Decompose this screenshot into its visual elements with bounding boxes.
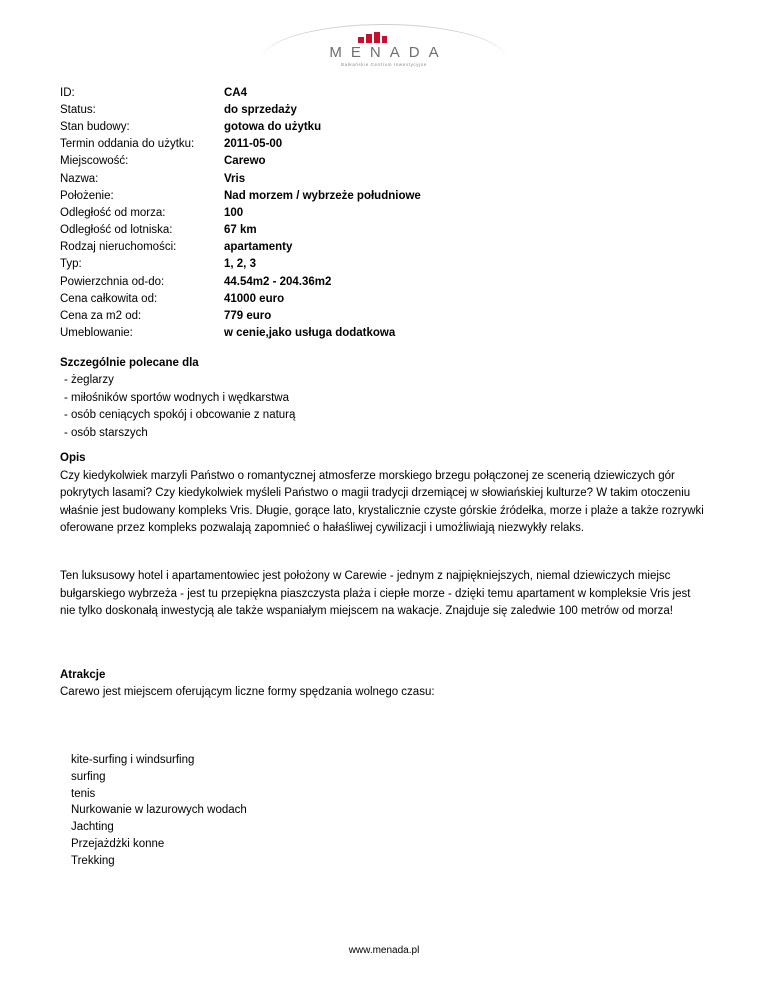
property-value: apartamenty	[224, 241, 293, 254]
list-item: Przejażdżki konne	[71, 837, 165, 850]
footer-url: www.menada.pl	[348, 945, 420, 956]
text-line: Czy kiedykolwiek marzyli Państwo o romantycznej atmosferze morskiego brzegu połączonej ze scenerią dziewiczych gór	[60, 469, 675, 482]
property-label: Odległość od morza:	[60, 206, 166, 219]
property-row	[60, 204, 520, 221]
list-item: - osób starszych	[64, 426, 148, 439]
property-value: gotowa do użytku	[224, 120, 322, 133]
property-label: Typ:	[60, 258, 82, 271]
list-item: - osób ceniących spokój i obcowanie z naturą	[64, 409, 296, 422]
attractions-intro: Carewo jest miejscem oferującym liczne formy spędzania wolnego czasu:	[60, 686, 435, 699]
property-label: Umeblowanie:	[60, 327, 133, 340]
property-value: 2011-05-00	[224, 138, 283, 151]
property-value: 100	[224, 206, 244, 219]
property-row	[60, 239, 520, 256]
recommended-heading: Szczególnie polecane dla	[60, 357, 199, 369]
property-label: Termin oddania do użytku:	[60, 138, 195, 151]
property-label: Powierzchnia od-do:	[60, 275, 165, 288]
description-section	[60, 450, 720, 538]
property-label: Położenie:	[60, 189, 114, 202]
list-item: Nurkowanie w lazurowych wodach	[71, 804, 247, 817]
logo-tagline: Bałkańskie Centrum Inwestycyjne	[341, 62, 427, 67]
property-row	[60, 325, 520, 342]
list-item: - żeglarzy	[64, 374, 114, 387]
property-row	[60, 84, 520, 101]
property-row	[60, 256, 520, 273]
property-row	[60, 170, 520, 187]
property-value: Nad morzem / wybrzeże południowe	[224, 189, 421, 202]
list-item: tenis	[71, 787, 96, 800]
list-item: kite-surfing i windsurfing	[71, 754, 195, 766]
property-label: ID:	[60, 86, 75, 99]
property-value: w cenie,jako usługa dodatkowa	[224, 327, 396, 340]
property-label: Cena za m2 od:	[60, 310, 142, 323]
property-row	[60, 222, 520, 239]
property-value: CA4	[224, 86, 248, 99]
logo-wordmark: MENADA	[329, 44, 448, 61]
property-row	[60, 118, 520, 135]
list-item: - miłośników sportów wodnych i wędkarstwa	[64, 391, 289, 404]
property-value: 779 euro	[224, 310, 272, 323]
recommended-section	[60, 355, 720, 442]
property-row	[60, 101, 520, 118]
text-line: pokrytych lasami? Czy kiedykolwiek myśleli Państwo o magii tradycji drzemiącej w słowiańskiej kulturze? W takim otoczeniu	[60, 487, 691, 500]
property-label: Nazwa:	[60, 172, 99, 185]
description-paragraph-1	[60, 468, 720, 538]
text-line: Ten luksusowy hotel i apartamentowiec jest położony w Carewie - jednym z najpiękniejszych, niemal dziewiczych miejsc	[60, 570, 671, 582]
property-value: do sprzedaży	[224, 103, 297, 116]
menada-logo	[0, 0, 768, 80]
text-line: bułgarskiego wybrzeża - jest tu przepiękna piaszczysta plaża i ciepłe morze - dzięki temu apartament w kompleksie Vris jest	[60, 587, 691, 600]
property-value: 44.54m2 - 204.36m2	[224, 275, 332, 288]
property-label: Stan budowy:	[60, 120, 130, 133]
description-paragraph-2	[60, 568, 720, 621]
list-item: Trekking	[71, 854, 115, 867]
text-line: nie tylko doskonałą inwestycją ale także wspaniałym miejscem na wakacje. Znajduje się zaledwie 100 metrów od morza!	[60, 605, 673, 618]
property-row	[60, 187, 520, 204]
property-label: Odległość od lotniska:	[60, 224, 173, 237]
text-line: oferowane przez kompleks pozwalają zapomnieć o hałaśliwej cywilizacji i umożliwiają niezwykły relaks.	[60, 522, 585, 535]
property-label: Rodzaj nieruchomości:	[60, 241, 177, 254]
property-label: Cena całkowita od:	[60, 292, 158, 305]
property-details	[60, 84, 520, 342]
property-row	[60, 290, 520, 307]
property-row	[60, 153, 520, 170]
property-value: Carewo	[224, 155, 266, 168]
attractions-section	[60, 667, 720, 702]
attractions-heading: Atrakcje	[60, 669, 106, 681]
property-value: 67 km	[224, 224, 257, 237]
description-heading: Opis	[60, 452, 86, 464]
property-label: Miejscowość:	[60, 155, 129, 168]
property-label: Status:	[60, 103, 96, 116]
list-item: Jachting	[71, 821, 114, 834]
property-value: Vris	[224, 172, 246, 185]
list-item: surfing	[71, 770, 106, 783]
property-value: 1, 2, 3	[224, 258, 256, 271]
property-row	[60, 273, 520, 290]
property-row	[60, 136, 520, 153]
property-row	[60, 307, 520, 324]
text-line: właśnie jest budowany kompleks Vris. Długie, gorące lato, krystalicznie czyste górskie źródełka, morze i plaże a także rozrywki	[60, 504, 704, 517]
property-value: 41000 euro	[224, 292, 285, 305]
attractions-list	[71, 752, 247, 870]
recommended-list	[60, 372, 720, 442]
